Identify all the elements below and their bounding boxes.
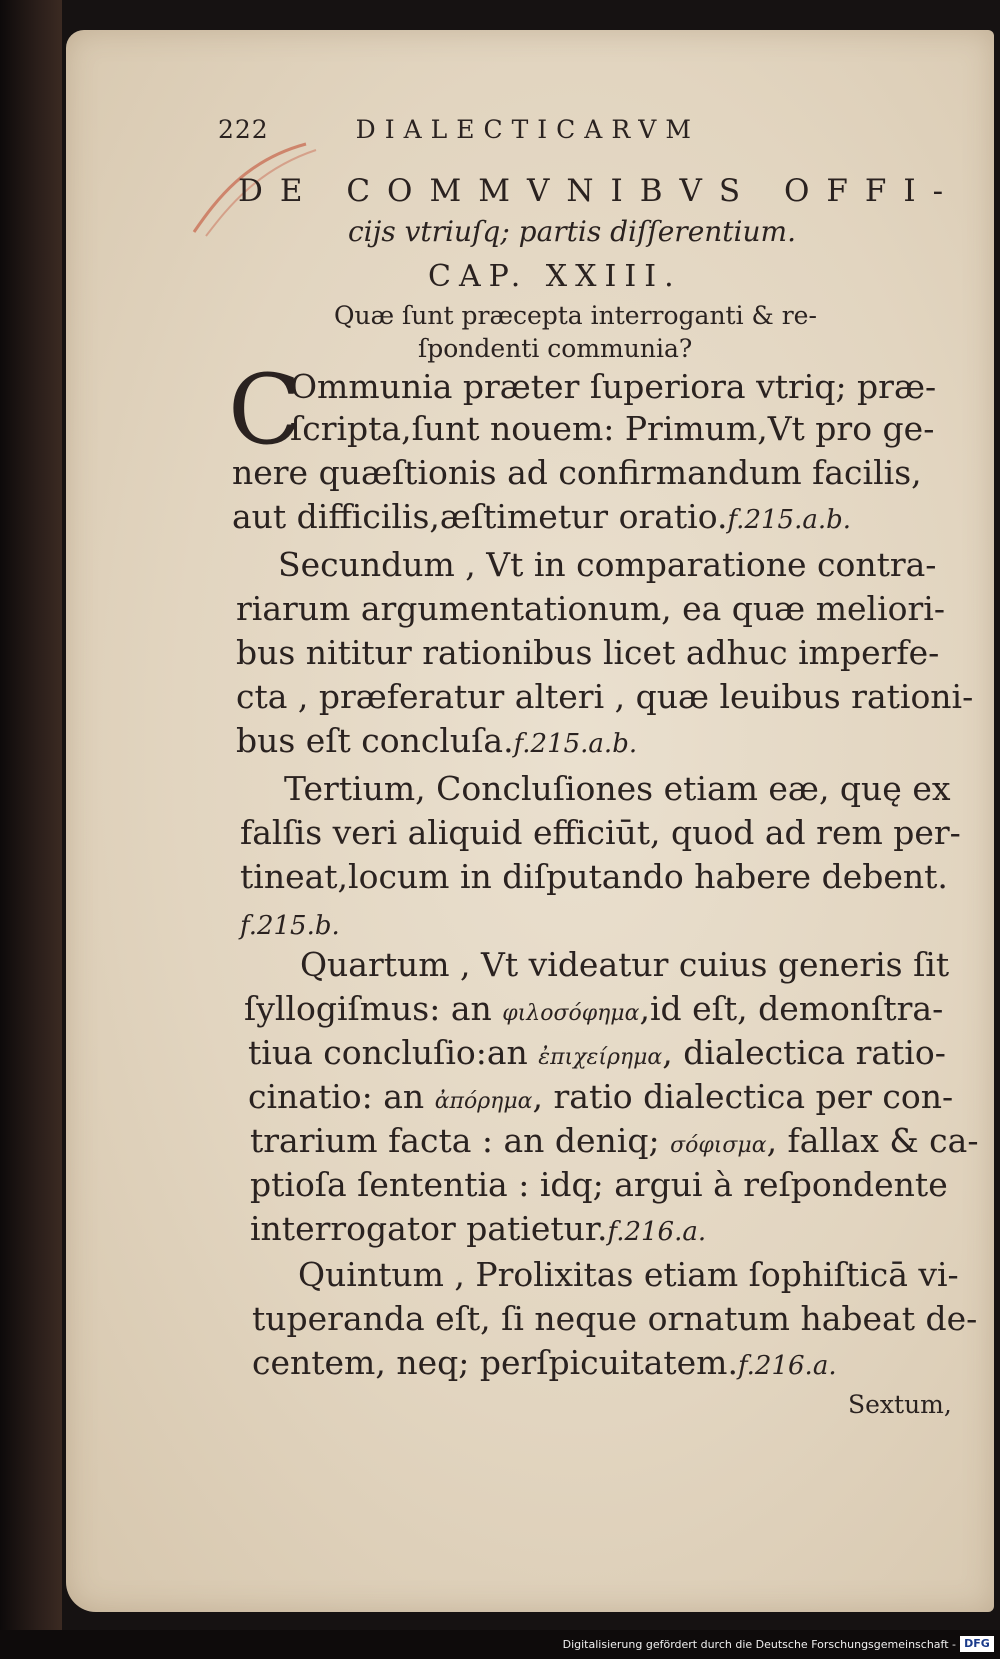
para5-line-3-text: centem, neq; perſpicuitatem. (252, 1343, 738, 1382)
folio-reference: f.216.a. (737, 1351, 837, 1381)
para5-line-3 (252, 1343, 1000, 1382)
dfg-logo: DFG (960, 1636, 994, 1652)
question-line-2: ſpondenti communia? (418, 334, 693, 363)
chapter-heading-line-2: cijs vtriuſq; partis diſſerentium. (348, 215, 796, 248)
para3-line-1: Tertium, Concluſiones etiam eæ, quę ex (284, 769, 951, 808)
para2-line-2: riarum argumentationum, ea quæ meliori- (236, 589, 945, 628)
para1-line-4 (232, 497, 1000, 536)
para4-line-2-a: ſyllogiſmus: an (244, 989, 503, 1028)
para4-line-7 (250, 1209, 1000, 1248)
folio-reference: f.215.a.b. (727, 505, 852, 535)
greek-term: σόφισμα (670, 1133, 767, 1158)
para1-line-1: Ommunia præter ſuperiora vtriq; præ- (290, 367, 937, 406)
catchword: Sextum, (848, 1390, 952, 1419)
para1-line-2: ſcripta,ſunt nouem: Primum,Vt pro ge- (290, 409, 935, 448)
chapter-number: CAP. XXIII. (428, 259, 682, 294)
para1-line-3: nere quæſtionis ad confirmandum facilis, (232, 453, 922, 492)
para4-line-5 (250, 1121, 1000, 1160)
para4-line-3-b: , dialectica ratio- (662, 1033, 946, 1072)
chapter-heading-line-1: DE COMMVNIBVS OFFI- (238, 173, 961, 209)
running-head (218, 117, 1000, 142)
para4-line-4-a: cinatio: an (248, 1077, 435, 1116)
para2-line-5-text: bus eſt concluſa. (236, 721, 514, 760)
folio-reference: f.215.b. (240, 911, 340, 941)
drop-cap: C (228, 354, 302, 466)
para4-line-4-b: , ratio dialectica per con- (532, 1077, 954, 1116)
para4-line-5-a: trarium facta : an deniq; (250, 1121, 671, 1160)
para4-line-3-a: tiua concluſio:an (248, 1033, 539, 1072)
para4-line-2 (244, 989, 1000, 1028)
folio-reference: f.216.a. (607, 1217, 707, 1247)
para5-line-2: tuperanda eſt, ſi neque ornatum habeat de- (252, 1299, 978, 1338)
para4-line-4 (248, 1077, 1000, 1116)
question-line-1: Quæ ſunt præcepta interroganti & re- (334, 301, 817, 330)
book-spine-shadow (0, 0, 62, 1659)
digitization-footer (0, 1630, 1000, 1659)
para4-line-7-text: interrogator patietur. (250, 1209, 608, 1248)
greek-term: ἀπόρημα (434, 1089, 533, 1114)
para4-line-3 (248, 1033, 1000, 1072)
folio-reference: f.215.a.b. (513, 729, 638, 759)
para2-line-5 (236, 721, 1000, 760)
page-number: 222 (218, 115, 269, 144)
running-head-title: DIALECTICARVM (355, 115, 700, 144)
para4-line-6: ptioſa ſententia : idq; argui à reſpondente (250, 1165, 948, 1204)
para3-ref-line (240, 906, 1000, 939)
para4-line-1: Quartum , Vt videatur cuius generis ſit (300, 945, 950, 984)
para2-line-1: Secundum , Vt in comparatione contra- (278, 545, 937, 584)
para4-line-2-b: ,id eſt, demonſtra- (639, 989, 944, 1028)
funding-note: Digitalisierung gefördert durch die Deutsche Forschungsgemeinschaft - (562, 1638, 956, 1651)
greek-term: ἐπιχείρημα (538, 1045, 663, 1070)
para3-line-2: falſis veri aliquid efficiūt, quod ad rem per- (240, 813, 961, 852)
greek-term: φιλοσόφημα (502, 1001, 640, 1026)
para3-line-3: tineat,locum in diſputando habere debent. (240, 857, 948, 896)
para5-line-1: Quintum , Prolixitas etiam ſophiſticā vi- (298, 1255, 959, 1294)
para4-line-5-b: , fallax & ca- (766, 1121, 979, 1160)
para2-line-4: cta , præferatur alteri , quæ leuibus rationi- (236, 677, 974, 716)
para2-line-3: bus nititur rationibus licet adhuc imperfe- (236, 633, 940, 672)
para1-line-4-text: aut difficilis,æſtimetur oratio. (232, 497, 728, 536)
